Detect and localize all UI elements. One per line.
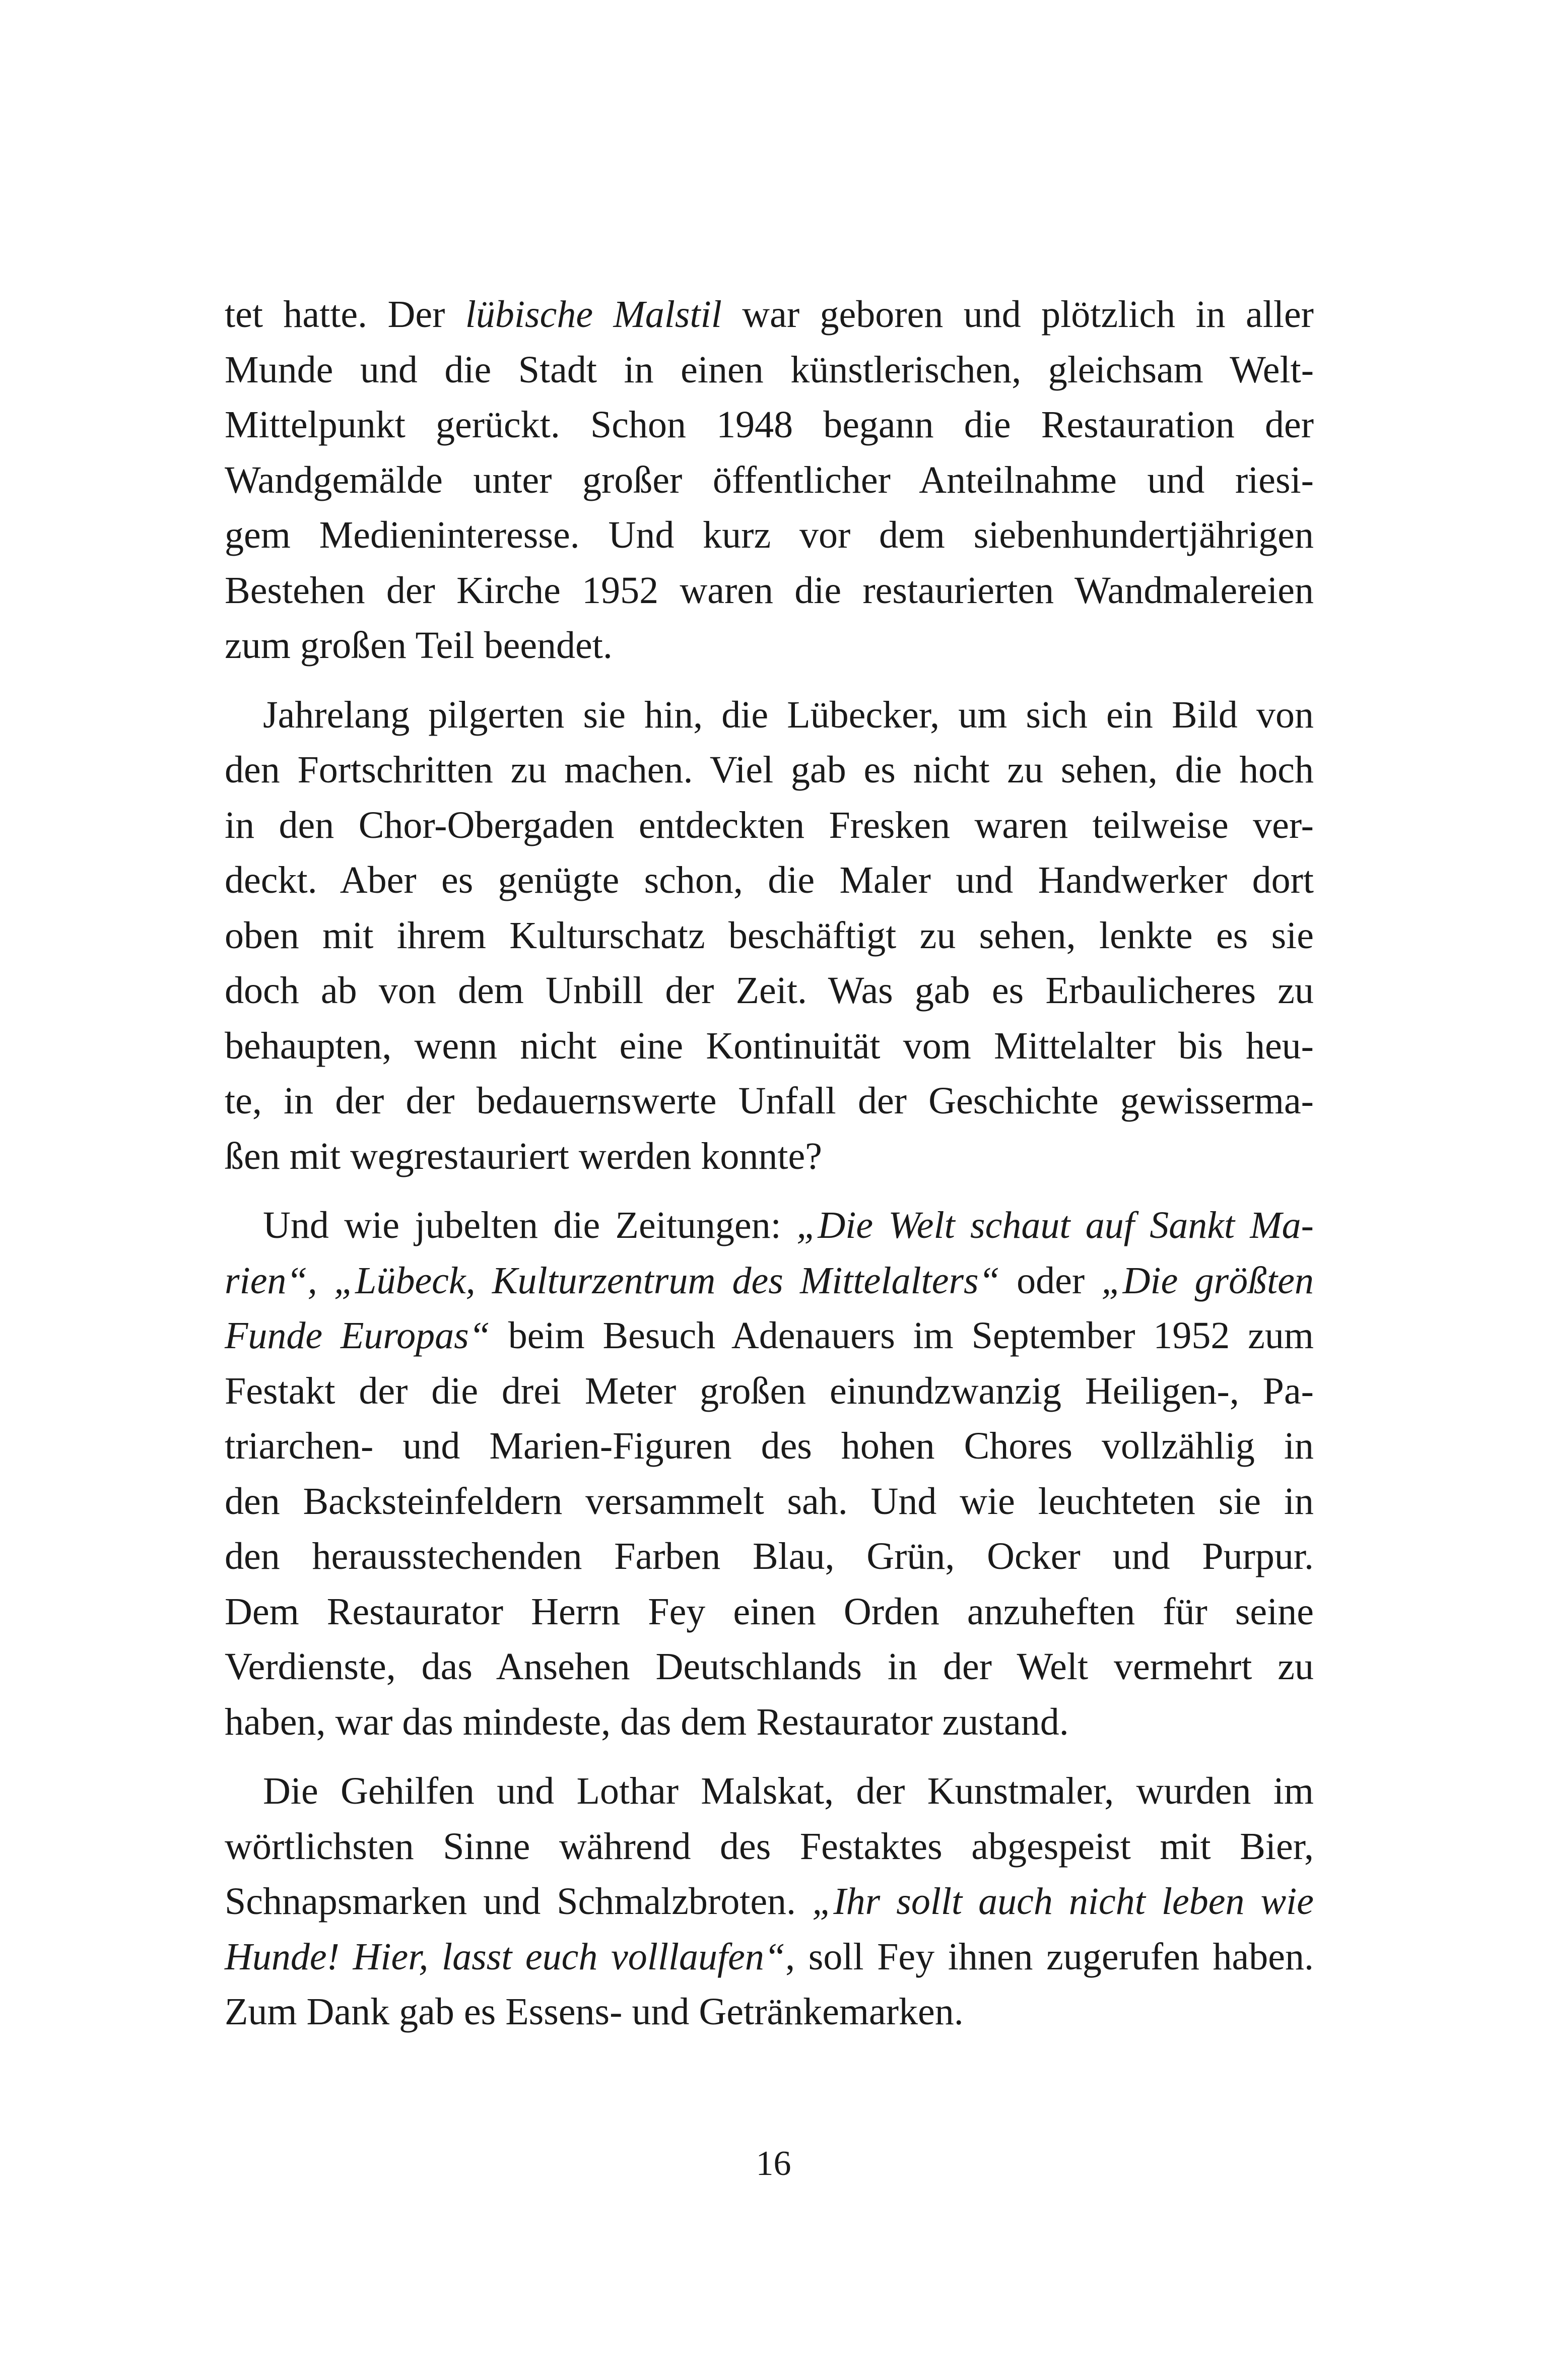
text-run: Munde und die Stadt in einen künstlerischen, gleichsam Welt- bbox=[225, 348, 1314, 391]
text-line bbox=[225, 853, 1314, 908]
italic-quote: Funde Europas“ bbox=[225, 1314, 490, 1357]
text-line bbox=[225, 1129, 1314, 1184]
text-run: oben mit ihrem Kulturschatz beschäftigt zu sehen, lenkte es sie bbox=[225, 914, 1314, 957]
text-line bbox=[225, 1764, 1314, 1819]
text-line bbox=[225, 1584, 1314, 1640]
text-run: , soll Fey ihnen zugerufen haben. bbox=[785, 1935, 1314, 1978]
text-run: Zum Dank gab es Essens- und Getränkemarken. bbox=[225, 1991, 964, 2033]
text-run: Jahrelang pilgerten sie hin, die Lübecker, um sich ein Bild von bbox=[263, 693, 1314, 736]
text-run: wörtlichsten Sinne während des Festaktes abgespeist mit Bier, bbox=[225, 1825, 1314, 1868]
text-run: Und wie jubelten die Zeitungen: bbox=[263, 1204, 797, 1246]
text-line bbox=[225, 1364, 1314, 1419]
italic-quote: Hunde! Hier, lasst euch volllaufen“ bbox=[225, 1935, 786, 1978]
page-number: 16 bbox=[756, 2144, 791, 2183]
text-run: Schnapsmarken und Schmalzbroten. bbox=[225, 1880, 813, 1923]
text-line bbox=[225, 743, 1314, 798]
text-line bbox=[225, 287, 1314, 343]
text-run: Wandgemälde unter großer öffentlicher Anteilnahme und riesi- bbox=[225, 458, 1314, 501]
text-line bbox=[225, 688, 1314, 743]
paragraph bbox=[225, 1198, 1314, 1750]
body-text bbox=[225, 287, 1314, 2040]
text-line bbox=[225, 343, 1314, 398]
text-run: war geboren und plötzlich in aller bbox=[721, 293, 1314, 336]
text-line bbox=[225, 1074, 1314, 1129]
italic-quote: rien“, „Lübeck, Kulturzentrum des Mittelalters“ bbox=[225, 1259, 1000, 1302]
text-run: triarchen- und Marien-Figuren des hohen Chores vollzählig in bbox=[225, 1425, 1314, 1467]
text-run: haben, war das mindeste, das dem Restaurator zustand. bbox=[225, 1700, 1069, 1743]
text-run: ßen mit wegrestauriert werden konnte? bbox=[225, 1135, 822, 1177]
text-run: Mittelpunkt gerückt. Schon 1948 begann die Restauration der bbox=[225, 404, 1314, 446]
text-run: deckt. Aber es genügte schon, die Maler und Handwerker dort bbox=[225, 859, 1314, 901]
text-line bbox=[225, 1695, 1314, 1750]
text-line bbox=[225, 1474, 1314, 1530]
text-line bbox=[225, 1819, 1314, 1875]
text-run: Dem Restaurator Herrn Fey einen Orden anzuheften für seine bbox=[225, 1590, 1314, 1633]
italic-quote: „Ihr sollt auch nicht leben wie bbox=[812, 1880, 1314, 1923]
text-line bbox=[225, 1874, 1314, 1930]
text-line bbox=[225, 798, 1314, 853]
paragraph bbox=[225, 287, 1314, 674]
text-run: gem Medieninteresse. Und kurz vor dem siebenhundertjährigen bbox=[225, 514, 1314, 556]
text-run: te, in der der bedauernswerte Unfall der Geschichte gewisserma- bbox=[225, 1080, 1314, 1122]
text-line bbox=[225, 508, 1314, 563]
italic-quote: „Die größten bbox=[1101, 1259, 1314, 1302]
paragraph bbox=[225, 1764, 1314, 2040]
text-line bbox=[225, 1308, 1314, 1364]
text-line bbox=[225, 453, 1314, 508]
text-line bbox=[225, 398, 1314, 453]
text-line bbox=[225, 1930, 1314, 1985]
text-run: tet hatte. Der bbox=[225, 293, 465, 336]
text-line bbox=[225, 618, 1314, 674]
italic-quote: „Die Welt schaut auf Sankt Ma- bbox=[796, 1204, 1314, 1246]
text-line bbox=[225, 1985, 1314, 2040]
text-line bbox=[225, 1019, 1314, 1074]
italic-quote: lübische Malstil bbox=[465, 293, 722, 336]
text-line bbox=[225, 1529, 1314, 1584]
text-run: Bestehen der Kirche 1952 waren die restaurierten Wandmalereien bbox=[225, 569, 1314, 612]
text-run: behaupten, wenn nicht eine Kontinuität vom Mittelalter bis heu- bbox=[225, 1024, 1314, 1067]
text-run: den Fortschritten zu machen. Viel gab es nicht zu sehen, die hoch bbox=[225, 749, 1314, 791]
text-run: doch ab von dem Unbill der Zeit. Was gab es Erbaulicheres zu bbox=[225, 969, 1314, 1012]
text-line bbox=[225, 1253, 1314, 1309]
text-line bbox=[225, 1419, 1314, 1474]
text-line bbox=[225, 1198, 1314, 1253]
text-run: oder bbox=[999, 1259, 1102, 1302]
text-line bbox=[225, 963, 1314, 1019]
text-line bbox=[225, 563, 1314, 619]
text-line bbox=[225, 1639, 1314, 1695]
text-run: Die Gehilfen und Lothar Malskat, der Kunstmaler, wurden im bbox=[263, 1770, 1314, 1812]
text-run: beim Besuch Adenauers im September 1952 zum bbox=[490, 1314, 1314, 1357]
text-run: in den Chor-Obergaden entdeckten Fresken waren teilweise ver- bbox=[225, 804, 1314, 846]
text-run: Festakt der die drei Meter großen einundzwanzig Heiligen-, Pa- bbox=[225, 1369, 1314, 1412]
text-run: Verdienste, das Ansehen Deutschlands in der Welt vermehrt zu bbox=[225, 1645, 1314, 1688]
text-line bbox=[225, 908, 1314, 964]
text-run: den Backsteinfeldern versammelt sah. Und wie leuchteten sie in bbox=[225, 1480, 1314, 1523]
text-run: den herausstechenden Farben Blau, Grün, Ocker und Purpur. bbox=[225, 1535, 1314, 1577]
paragraph bbox=[225, 688, 1314, 1184]
text-run: zum großen Teil beendet. bbox=[225, 624, 613, 667]
